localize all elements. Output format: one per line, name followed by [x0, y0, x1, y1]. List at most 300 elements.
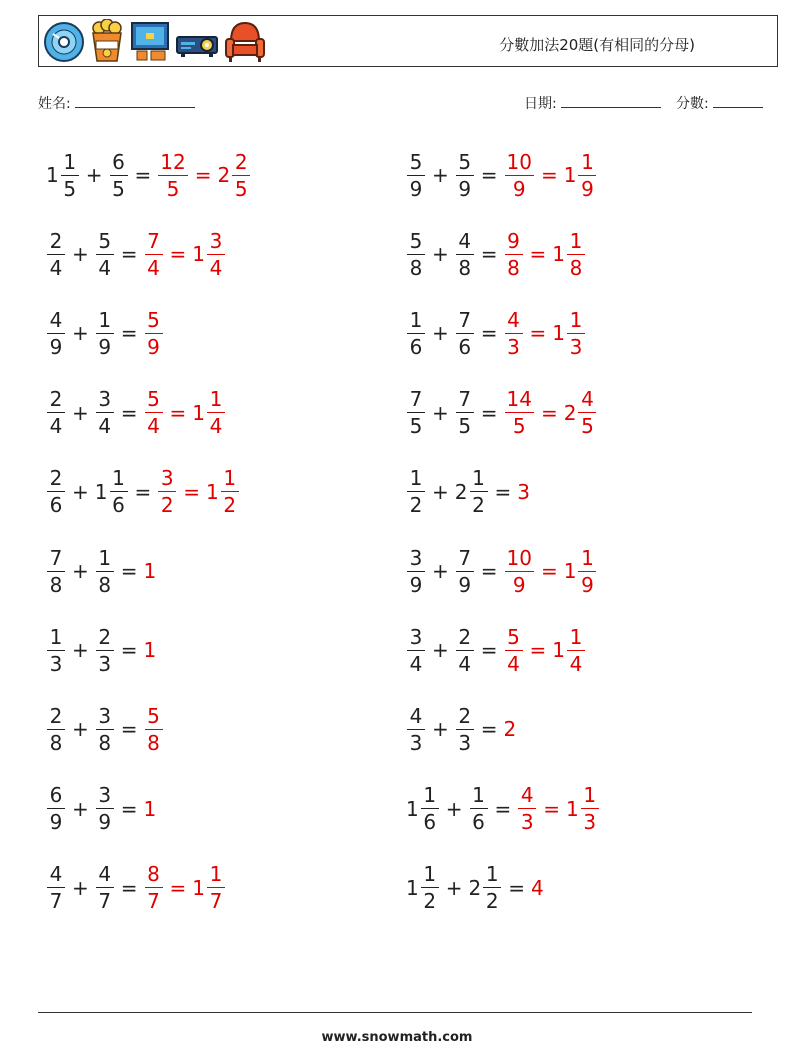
addend-b-denominator: 6 — [472, 810, 485, 835]
addend-b — [95, 228, 115, 280]
answer-mixed-denominator: 4 — [569, 651, 583, 676]
footer-divider — [38, 1012, 752, 1013]
addend-b — [454, 466, 489, 518]
addend-b-denominator: 2 — [485, 889, 499, 914]
plus-sign: + — [72, 875, 89, 900]
answer-mixed-numerator: 1 — [578, 152, 596, 176]
answer — [144, 638, 158, 662]
addend-a-denominator: 9 — [409, 572, 423, 597]
answer-fraction-denominator: 4 — [507, 651, 520, 676]
answer-fraction — [157, 149, 188, 201]
answer-mixed-denominator: 4 — [209, 255, 223, 280]
addend-b-denominator: 2 — [472, 493, 485, 518]
addend-a-numerator: 1 — [61, 152, 79, 176]
answer-mixed — [217, 149, 251, 201]
problem-9 — [46, 459, 240, 525]
answer — [504, 307, 587, 359]
addend-a-fraction — [47, 703, 65, 755]
addend-a-numerator: 4 — [47, 864, 65, 888]
addend-b-numerator: 7 — [456, 389, 474, 413]
answer — [504, 149, 598, 201]
addend-a — [46, 466, 66, 518]
answer-fraction-numerator: 3 — [158, 468, 176, 492]
equals-sign: = — [480, 559, 498, 583]
addend-a-fraction — [47, 466, 65, 518]
addend-b — [95, 703, 115, 755]
addend-b — [95, 624, 115, 676]
problem-4 — [406, 221, 586, 287]
date-blank[interactable] — [561, 95, 661, 108]
answer — [157, 466, 240, 518]
addend-a-numerator: 1 — [407, 310, 425, 334]
addend-b — [455, 624, 475, 676]
equals-sign: = — [134, 479, 152, 504]
addend-b — [95, 307, 115, 359]
problem-5 — [46, 300, 164, 366]
addend-b-numerator: 3 — [96, 389, 114, 413]
answer-mixed-fraction — [581, 783, 599, 835]
answer-mixed-numerator: 1 — [567, 231, 585, 255]
answer-mixed-whole: 1 — [552, 242, 566, 267]
addend-a-fraction — [407, 466, 425, 518]
answer-fraction-whole: 3 — [517, 479, 530, 504]
answer — [144, 307, 164, 359]
addend-b-fraction — [456, 307, 474, 359]
answer — [504, 387, 598, 439]
answer-fraction-fraction — [145, 862, 163, 914]
addend-b-fraction — [96, 228, 114, 280]
addend-a-fraction — [407, 149, 425, 201]
plus-sign: + — [445, 875, 463, 900]
answer-fraction-denominator: 3 — [520, 810, 534, 835]
addend-a-denominator: 6 — [49, 493, 63, 518]
score-label: 分數: — [676, 96, 709, 112]
header-icons — [43, 19, 267, 63]
addend-a — [46, 703, 66, 755]
score-field — [676, 93, 763, 113]
equals-sign: = — [480, 163, 498, 187]
addend-b-whole: 2 — [468, 875, 482, 900]
answer-fraction — [504, 545, 535, 597]
plus-sign: + — [432, 163, 449, 187]
addend-a — [406, 149, 426, 201]
answer — [144, 387, 227, 439]
addend-a — [46, 545, 66, 597]
addend-a — [406, 624, 426, 676]
plus-sign: + — [445, 796, 463, 821]
addend-a — [46, 228, 66, 280]
answer-fraction-numerator: 5 — [145, 389, 163, 413]
date-label: 日期: — [524, 96, 557, 112]
answer-fraction — [504, 307, 524, 359]
answer-fraction-denominator: 5 — [166, 176, 180, 201]
addend-b-numerator: 3 — [96, 706, 114, 730]
addend-b-whole: 1 — [94, 479, 108, 504]
answer-fraction-denominator: 9 — [512, 176, 526, 201]
addend-a-whole: 1 — [46, 163, 59, 187]
answer-fraction — [517, 783, 537, 835]
addend-b-fraction — [110, 466, 128, 518]
answer-mixed-denominator: 3 — [583, 810, 597, 835]
plus-sign: + — [432, 479, 449, 504]
addend-a-numerator: 5 — [407, 231, 425, 255]
problem-11 — [46, 538, 157, 604]
addend-b — [109, 149, 129, 201]
answer-fraction-numerator: 5 — [505, 627, 523, 651]
addend-a-denominator: 6 — [409, 334, 423, 359]
addend-b-numerator: 1 — [96, 310, 114, 334]
addend-b-fraction — [456, 149, 474, 201]
addend-a-fraction — [407, 703, 425, 755]
answer-mixed — [552, 624, 586, 676]
addend-a-denominator: 4 — [49, 414, 63, 439]
answer-mixed — [552, 228, 586, 280]
addend-a-denominator: 2 — [409, 493, 423, 518]
answer-fraction-fraction — [505, 307, 523, 359]
addend-b-fraction — [456, 545, 474, 597]
addend-b-denominator: 9 — [458, 176, 472, 201]
equals-sign: = — [480, 242, 498, 267]
equals-sign: = — [120, 242, 138, 267]
addend-a-fraction — [421, 862, 439, 914]
answer-fraction-denominator: 7 — [147, 889, 160, 914]
addend-b — [469, 783, 489, 835]
addend-a — [46, 307, 66, 359]
addend-a-numerator: 1 — [421, 785, 439, 809]
addend-a-whole: 1 — [406, 796, 419, 821]
addend-a-denominator: 9 — [49, 334, 63, 359]
answer-fraction-numerator: 4 — [518, 785, 536, 809]
answer-mixed-whole: 1 — [566, 796, 579, 821]
answer-equals-sign: = — [540, 163, 558, 187]
problem-14 — [406, 617, 586, 683]
addend-a — [406, 862, 440, 914]
answer-fraction-fraction — [158, 466, 176, 518]
addend-a-numerator: 5 — [407, 152, 425, 176]
addend-a-numerator: 1 — [47, 627, 65, 651]
addend-a-numerator: 2 — [47, 231, 65, 255]
problem-8 — [406, 380, 597, 446]
answer-mixed-whole: 1 — [563, 559, 577, 583]
addend-a-numerator: 1 — [407, 468, 425, 492]
problem-20 — [406, 855, 545, 921]
addend-a-denominator: 9 — [49, 810, 63, 835]
addend-a-denominator: 4 — [409, 651, 423, 676]
addend-a-denominator: 8 — [409, 255, 423, 280]
answer-fraction-denominator: 9 — [512, 572, 526, 597]
addend-b — [95, 545, 115, 597]
answer-mixed-whole: 1 — [563, 163, 577, 187]
answer-mixed-numerator: 1 — [207, 864, 225, 888]
armchair-icon — [223, 19, 267, 63]
addend-b — [455, 228, 475, 280]
addend-b-fraction — [96, 862, 114, 914]
name-label: 姓名: — [38, 96, 71, 112]
answer-fraction — [504, 717, 518, 741]
problem-7 — [46, 380, 226, 446]
answer-mixed — [552, 307, 586, 359]
addend-b — [455, 387, 475, 439]
addend-a — [46, 149, 80, 201]
answer-fraction-whole: 1 — [143, 559, 157, 583]
answer-mixed-fraction — [578, 545, 596, 597]
answer-fraction-numerator: 5 — [145, 310, 163, 334]
addend-b-fraction — [96, 307, 114, 359]
addend-b-fraction — [110, 149, 128, 201]
answer-fraction — [504, 228, 524, 280]
addend-a-numerator: 2 — [47, 389, 65, 413]
answer-equals-sign: = — [529, 321, 547, 346]
equals-sign: = — [480, 400, 498, 425]
answer-equals-sign: = — [529, 638, 547, 663]
answer-fraction — [144, 387, 164, 439]
addend-b-fraction — [96, 783, 114, 835]
answer-fraction-denominator: 8 — [507, 255, 520, 280]
answer-mixed-denominator: 2 — [223, 493, 237, 518]
answer-fraction-fraction — [145, 387, 163, 439]
addend-a-fraction — [421, 783, 439, 835]
answer-fraction — [144, 559, 158, 583]
answer-fraction — [144, 797, 158, 821]
answer-fraction-denominator: 3 — [507, 334, 520, 359]
plus-sign: + — [72, 717, 89, 742]
equals-sign: = — [120, 796, 138, 821]
answer-equals-sign: = — [540, 400, 558, 425]
header-box — [38, 15, 778, 67]
addend-a — [406, 307, 426, 359]
addend-b-fraction — [456, 703, 474, 755]
answer-mixed-fraction — [567, 228, 585, 280]
name-blank[interactable] — [75, 95, 195, 108]
addend-b — [455, 703, 475, 755]
answer-equals-sign: = — [529, 242, 547, 267]
addend-b-fraction — [96, 387, 114, 439]
addend-a-denominator: 5 — [63, 176, 77, 201]
problem-1 — [46, 142, 251, 208]
answer-fraction-fraction — [145, 228, 163, 280]
addend-a — [406, 783, 440, 835]
answer — [144, 559, 158, 583]
addend-a-numerator: 3 — [407, 627, 425, 651]
addend-b-denominator: 7 — [98, 889, 112, 914]
addend-b-numerator: 7 — [456, 310, 474, 334]
answer-fraction — [144, 638, 158, 662]
addend-b — [455, 149, 475, 201]
addend-b-fraction — [483, 862, 501, 914]
plus-sign: + — [432, 321, 449, 346]
addend-b-denominator: 8 — [458, 255, 472, 280]
answer-mixed-numerator: 1 — [567, 310, 585, 334]
cd-icon — [43, 19, 85, 63]
addend-a-denominator: 5 — [409, 414, 423, 439]
answer-mixed-numerator: 1 — [221, 468, 239, 492]
answer-mixed — [566, 783, 600, 835]
addend-a-numerator: 6 — [47, 785, 65, 809]
answer-fraction — [144, 703, 164, 755]
answer-equals-sign: = — [183, 479, 201, 504]
answer-fraction-denominator: 8 — [147, 730, 160, 755]
answer — [517, 480, 531, 504]
problem-10 — [406, 459, 531, 525]
answer — [531, 876, 545, 900]
equals-sign: = — [494, 479, 512, 504]
answer-equals-sign: = — [194, 163, 212, 187]
addend-a-numerator: 4 — [47, 310, 65, 334]
answer-mixed-whole: 1 — [192, 242, 206, 267]
answer-fraction-denominator: 4 — [147, 414, 160, 439]
answer-mixed — [206, 466, 240, 518]
answer-mixed-whole: 2 — [563, 400, 577, 425]
answer-mixed-fraction — [232, 149, 250, 201]
addend-a-denominator: 8 — [49, 572, 63, 597]
answer-fraction-numerator: 7 — [145, 231, 163, 255]
plus-sign: + — [72, 321, 89, 346]
answer-equals-sign: = — [169, 400, 187, 425]
addend-a-numerator: 3 — [407, 548, 425, 572]
addend-b-denominator: 9 — [98, 334, 112, 359]
plus-sign: + — [432, 400, 449, 425]
addend-b-denominator: 6 — [112, 493, 125, 518]
answer — [504, 717, 518, 741]
answer-mixed-denominator: 3 — [569, 334, 583, 359]
addend-a — [406, 545, 426, 597]
addend-a — [46, 387, 66, 439]
plus-sign: + — [432, 242, 449, 267]
answer-mixed-numerator: 2 — [232, 152, 250, 176]
addend-a — [406, 387, 426, 439]
answer-fraction-numerator: 9 — [505, 231, 523, 255]
addend-b-fraction — [456, 228, 474, 280]
answer-mixed-whole: 1 — [192, 875, 206, 900]
addend-a-denominator: 3 — [409, 730, 423, 755]
equals-sign: = — [120, 875, 138, 900]
problem-19 — [46, 855, 226, 921]
addend-b-denominator: 5 — [112, 176, 125, 201]
addend-a-whole: 1 — [406, 875, 419, 900]
answer-fraction-fraction — [505, 545, 534, 597]
answer — [504, 624, 587, 676]
addend-a-numerator: 2 — [47, 468, 65, 492]
answer-fraction — [531, 876, 545, 900]
plus-sign: + — [72, 242, 89, 267]
plus-sign: + — [432, 717, 449, 742]
answer-mixed-fraction — [207, 228, 225, 280]
addend-b-numerator: 2 — [96, 627, 114, 651]
addend-b-denominator: 6 — [458, 334, 472, 359]
answer-fraction — [144, 228, 164, 280]
addend-a-numerator: 4 — [407, 706, 425, 730]
equals-sign: = — [120, 638, 138, 663]
addend-b — [95, 862, 115, 914]
answer-mixed-whole: 2 — [217, 163, 231, 187]
name-field — [38, 93, 195, 113]
answer-mixed-fraction — [567, 307, 585, 359]
answer-fraction-fraction — [505, 387, 534, 439]
answer-fraction — [144, 862, 164, 914]
answer — [517, 783, 600, 835]
addend-b-denominator: 3 — [458, 730, 472, 755]
addend-b-denominator: 4 — [98, 414, 112, 439]
answer-mixed — [192, 228, 226, 280]
equals-sign: = — [120, 321, 138, 346]
addend-a-fraction — [47, 387, 65, 439]
addend-b — [468, 862, 503, 914]
equals-sign: = — [134, 163, 152, 187]
answer-mixed — [563, 149, 598, 201]
addend-b-denominator: 3 — [98, 651, 112, 676]
monitor-icon — [129, 19, 171, 63]
addend-b-fraction — [96, 703, 114, 755]
answer-fraction-numerator: 5 — [145, 706, 163, 730]
addend-a-denominator: 4 — [49, 255, 63, 280]
equals-sign: = — [480, 717, 498, 742]
plus-sign: + — [432, 559, 449, 583]
answer-fraction-whole: 4 — [531, 875, 544, 900]
addend-b-denominator: 4 — [98, 255, 112, 280]
answer-fraction — [504, 149, 535, 201]
addend-b-fraction — [96, 545, 114, 597]
equals-sign: = — [494, 796, 512, 821]
plus-sign: + — [72, 638, 89, 663]
problem-16 — [406, 696, 517, 762]
addend-b-fraction — [96, 624, 114, 676]
projector-icon — [175, 19, 219, 63]
answer-mixed — [192, 862, 226, 914]
answer-fraction-numerator: 14 — [506, 387, 532, 412]
answer-fraction — [504, 387, 535, 439]
answer-mixed-whole: 1 — [206, 479, 219, 504]
problem-13 — [46, 617, 157, 683]
addend-b — [95, 783, 115, 835]
addend-b — [94, 466, 129, 518]
score-blank[interactable] — [713, 95, 763, 108]
answer-mixed-denominator: 9 — [581, 572, 594, 597]
answer-fraction-fraction — [145, 307, 163, 359]
addend-a-numerator: 7 — [407, 389, 425, 413]
answer-fraction-whole: 1 — [143, 796, 157, 821]
answer-mixed-numerator: 3 — [207, 231, 225, 255]
addend-b-fraction — [470, 783, 488, 835]
answer-fraction-fraction — [158, 149, 187, 201]
equals-sign: = — [120, 717, 138, 742]
answer-fraction-fraction — [518, 783, 536, 835]
footer-url: www.snowmath.com — [321, 1030, 473, 1045]
answer — [144, 703, 164, 755]
answer-equals-sign: = — [543, 796, 561, 821]
answer-fraction — [157, 466, 177, 518]
addend-a-fraction — [47, 545, 65, 597]
answer-fraction-numerator: 10 — [506, 149, 532, 174]
answer-mixed-numerator: 1 — [207, 389, 225, 413]
page-title: 分數加法20題(有相同的分母) — [499, 36, 695, 54]
answer-mixed — [563, 387, 598, 439]
answer-mixed — [563, 545, 598, 597]
addend-b-whole: 2 — [454, 479, 468, 504]
addend-b-fraction — [470, 466, 488, 518]
equals-sign: = — [480, 638, 498, 663]
answer — [504, 545, 598, 597]
problem-18 — [406, 776, 600, 842]
answer-fraction-whole: 2 — [503, 717, 517, 742]
addend-b-denominator: 8 — [98, 730, 112, 755]
answer-mixed-whole: 1 — [552, 638, 566, 663]
answer-fraction-numerator: 4 — [505, 310, 523, 334]
answer-mixed-numerator: 1 — [581, 785, 599, 809]
addend-b-numerator: 3 — [96, 785, 114, 809]
addend-b-denominator: 8 — [98, 572, 112, 597]
addend-a-denominator: 9 — [409, 176, 423, 201]
equals-sign: = — [120, 400, 138, 425]
